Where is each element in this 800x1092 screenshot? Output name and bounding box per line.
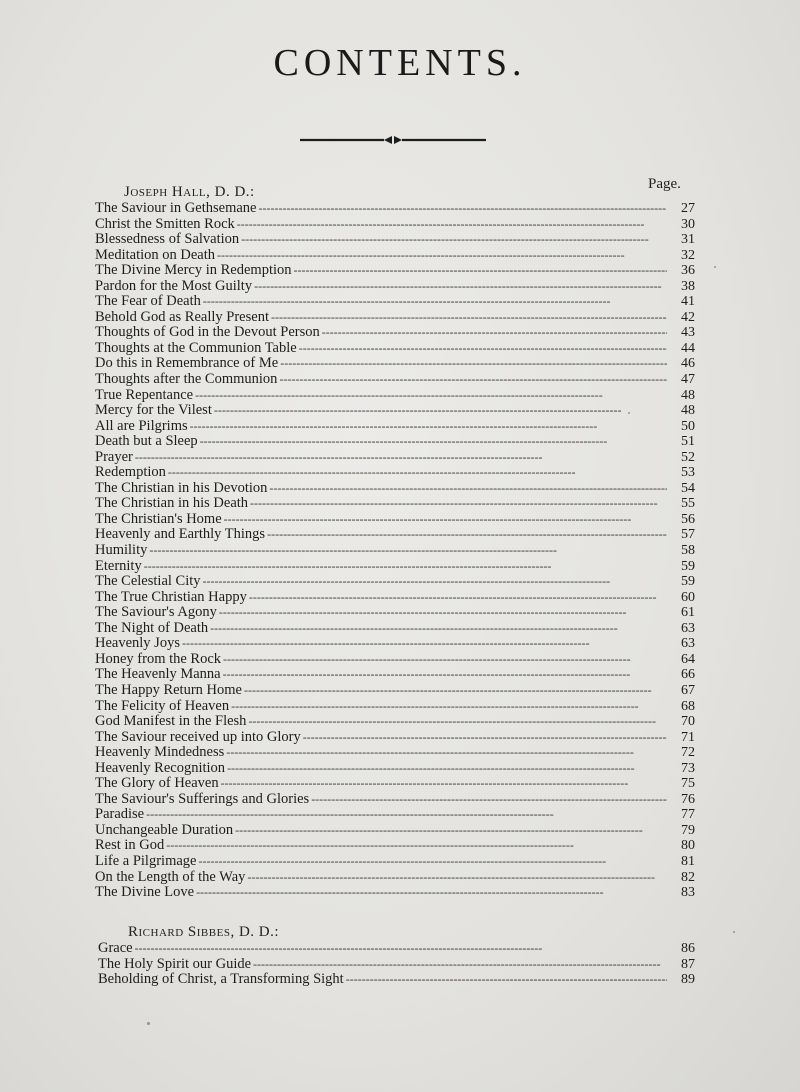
dot-leader bbox=[299, 341, 667, 357]
entry-title: Thoughts at the Communion Table bbox=[95, 339, 297, 356]
entry-page-number: 52 bbox=[681, 449, 695, 465]
dot-leader bbox=[279, 372, 667, 388]
dot-leader bbox=[196, 885, 667, 901]
dot-leader bbox=[269, 481, 667, 497]
dot-leader bbox=[190, 419, 667, 435]
entry-page-number: 43 bbox=[681, 325, 695, 341]
entry-title: The Happy Return Home bbox=[95, 681, 242, 698]
entry-page-number: 50 bbox=[681, 418, 695, 434]
entry-page-number: 80 bbox=[681, 838, 695, 854]
entry-title: Life a Pilgrimage bbox=[95, 852, 197, 869]
contents-entry bbox=[95, 403, 695, 419]
entry-title: The Divine Love bbox=[95, 884, 195, 901]
section-author: Richard Sibbes, D. D.: bbox=[128, 924, 280, 940]
entry-page-number: 79 bbox=[681, 822, 695, 838]
dot-leader bbox=[210, 621, 667, 637]
dot-leader bbox=[135, 450, 667, 466]
entry-title: The Saviour received up into Glory bbox=[95, 728, 301, 745]
entry-title: God Manifest in the Flesh bbox=[95, 713, 247, 730]
entry-title: Meditation on Death bbox=[95, 246, 216, 263]
entry-title: Unchangeable Duration bbox=[95, 821, 234, 838]
contents-entry bbox=[95, 636, 695, 652]
section-author: Joseph Hall, D. D.: bbox=[124, 184, 255, 200]
contents-entry bbox=[95, 621, 695, 637]
dot-leader bbox=[322, 325, 667, 341]
dot-leader bbox=[166, 838, 667, 854]
dot-leader bbox=[182, 636, 667, 652]
dot-leader bbox=[146, 807, 667, 823]
contents-entry bbox=[95, 434, 695, 450]
dot-leader bbox=[203, 294, 667, 310]
entry-page-number: 63 bbox=[681, 636, 695, 652]
contents-entry bbox=[95, 730, 695, 746]
entry-page-number: 59 bbox=[681, 558, 695, 574]
contents-entry bbox=[95, 356, 695, 372]
dot-leader bbox=[247, 870, 667, 886]
entry-page-number: 89 bbox=[681, 972, 695, 988]
entry-title: Do this in Remembrance of Me bbox=[95, 355, 279, 372]
dot-leader bbox=[311, 792, 667, 808]
entry-title: The Felicity of Heaven bbox=[95, 697, 230, 714]
entry-page-number: 44 bbox=[681, 340, 695, 356]
contents-entry bbox=[95, 605, 695, 621]
entry-list bbox=[95, 201, 695, 901]
entry-page-number: 38 bbox=[681, 278, 695, 294]
entry-title: Blessedness of Salvation bbox=[95, 231, 240, 248]
dot-leader bbox=[144, 559, 667, 575]
dot-leader bbox=[227, 761, 667, 777]
entry-title: Beholding of Christ, a Transforming Sight bbox=[98, 971, 344, 988]
entry-page-number: 47 bbox=[681, 372, 695, 388]
contents-entry bbox=[95, 232, 695, 248]
entry-title: Thoughts of God in the Devout Person bbox=[95, 324, 320, 341]
entry-title: Humility bbox=[95, 542, 148, 559]
contents-entry bbox=[95, 496, 695, 512]
dot-leader bbox=[221, 776, 667, 792]
dot-leader bbox=[168, 465, 667, 481]
entry-title: Heavenly Recognition bbox=[95, 759, 226, 776]
entry-page-number: 48 bbox=[681, 387, 695, 403]
entry-title: The Christian in his Devotion bbox=[95, 479, 268, 496]
entry-title: The Fear of Death bbox=[95, 293, 201, 310]
contents-entry bbox=[95, 590, 695, 606]
dot-leader bbox=[200, 434, 667, 450]
dot-leader bbox=[235, 823, 667, 839]
entry-page-number: 81 bbox=[681, 853, 695, 869]
entry-page-number: 68 bbox=[681, 698, 695, 714]
entry-page-number: 82 bbox=[681, 869, 695, 885]
entry-page-number: 57 bbox=[681, 527, 695, 543]
contents-entry bbox=[98, 972, 695, 988]
entry-title: Paradise bbox=[95, 806, 145, 823]
contents-entry bbox=[95, 263, 695, 279]
entry-title: Heavenly and Earthly Things bbox=[95, 526, 266, 543]
entry-title: The Saviour in Gethsemane bbox=[95, 200, 257, 216]
entry-page-number: 60 bbox=[681, 589, 695, 605]
entry-page-number: 30 bbox=[681, 216, 695, 232]
contents-entry bbox=[95, 761, 695, 777]
contents-entry bbox=[95, 792, 695, 808]
contents-entry bbox=[95, 310, 695, 326]
entry-page-number: 70 bbox=[681, 714, 695, 730]
entry-title: True Repentance bbox=[95, 386, 194, 403]
page-column-label: Page. bbox=[648, 176, 681, 192]
entry-title: Honey from the Rock bbox=[95, 650, 222, 667]
contents-entry bbox=[95, 248, 695, 264]
contents-entry bbox=[95, 854, 695, 870]
dot-leader bbox=[219, 605, 667, 621]
dot-leader bbox=[258, 201, 667, 217]
entry-page-number: 63 bbox=[681, 620, 695, 636]
entry-title: Pardon for the Most Guilty bbox=[95, 277, 253, 294]
dot-leader bbox=[267, 527, 667, 543]
entry-page-number: 56 bbox=[681, 511, 695, 527]
contents-entry bbox=[95, 527, 695, 543]
contents-entry bbox=[95, 543, 695, 559]
entry-title: The Night of Death bbox=[95, 619, 209, 636]
dot-leader bbox=[248, 714, 667, 730]
dot-leader bbox=[203, 574, 667, 590]
dot-leader bbox=[135, 941, 667, 957]
contents-entry bbox=[95, 870, 695, 886]
dot-leader bbox=[149, 543, 667, 559]
contents-entry bbox=[95, 823, 695, 839]
dot-leader bbox=[226, 745, 667, 761]
entry-title: Thoughts after the Communion bbox=[95, 371, 278, 388]
entry-page-number: 77 bbox=[681, 807, 695, 823]
contents-entry bbox=[95, 745, 695, 761]
dot-leader bbox=[303, 730, 667, 746]
entry-page-number: 61 bbox=[681, 605, 695, 621]
contents-entry bbox=[95, 201, 695, 217]
entry-page-number: 48 bbox=[681, 403, 695, 419]
paper-speck bbox=[733, 931, 735, 933]
entry-page-number: 83 bbox=[681, 885, 695, 901]
dot-leader bbox=[250, 496, 667, 512]
entry-title: Mercy for the Vilest bbox=[95, 402, 212, 419]
entry-title: The Christian's Home bbox=[95, 510, 222, 527]
entry-title: The Celestial City bbox=[95, 573, 201, 590]
entry-page-number: 66 bbox=[681, 667, 695, 683]
contents-entry bbox=[95, 776, 695, 792]
entry-page-number: 71 bbox=[681, 729, 695, 745]
entry-title: Heavenly Joys bbox=[95, 635, 180, 652]
entry-title: The Heavenly Manna bbox=[95, 666, 221, 683]
entry-title: Eternity bbox=[95, 557, 142, 574]
contents-entry bbox=[95, 667, 695, 683]
contents-entry bbox=[95, 574, 695, 590]
dot-leader bbox=[254, 279, 667, 295]
entry-page-number: 59 bbox=[681, 574, 695, 590]
entry-title: Prayer bbox=[95, 448, 133, 465]
entry-page-number: 31 bbox=[681, 232, 695, 248]
entry-page-number: 53 bbox=[681, 465, 695, 481]
entry-page-number: 51 bbox=[681, 434, 695, 450]
dot-leader bbox=[271, 310, 667, 326]
dot-leader bbox=[223, 667, 667, 683]
contents-entry bbox=[95, 699, 695, 715]
entry-page-number: 75 bbox=[681, 776, 695, 792]
entry-title: Christ the Smitten Rock bbox=[95, 215, 235, 232]
dot-leader bbox=[280, 356, 667, 372]
entry-page-number: 76 bbox=[681, 791, 695, 807]
dot-leader bbox=[237, 217, 667, 233]
contents-entry bbox=[98, 957, 695, 973]
entry-list bbox=[98, 941, 695, 988]
entry-title: On the Length of the Way bbox=[95, 868, 246, 885]
paper-speck bbox=[628, 412, 630, 414]
contents-entry bbox=[95, 807, 695, 823]
entry-title: The Glory of Heaven bbox=[95, 775, 219, 792]
entry-page-number: 42 bbox=[681, 309, 695, 325]
entry-page-number: 87 bbox=[681, 956, 695, 972]
contents-entry bbox=[95, 279, 695, 295]
entry-page-number: 27 bbox=[681, 201, 695, 216]
ornamental-rule bbox=[298, 130, 488, 150]
dot-leader bbox=[198, 854, 667, 870]
contents-entry bbox=[95, 652, 695, 668]
entry-title: Grace bbox=[98, 940, 133, 956]
entry-page-number: 64 bbox=[681, 651, 695, 667]
entry-page-number: 46 bbox=[681, 356, 695, 372]
entry-page-number: 41 bbox=[681, 294, 695, 310]
contents-entry bbox=[95, 419, 695, 435]
contents-entry bbox=[95, 325, 695, 341]
dot-leader bbox=[214, 403, 667, 419]
entry-title: The True Christian Happy bbox=[95, 588, 247, 605]
entry-page-number: 67 bbox=[681, 682, 695, 698]
page-title: CONTENTS. bbox=[273, 42, 527, 84]
contents-entry bbox=[98, 941, 695, 957]
entry-page-number: 54 bbox=[681, 480, 695, 496]
entry-title: The Christian in his Death bbox=[95, 495, 249, 512]
dot-leader bbox=[249, 590, 667, 606]
entry-title: The Holy Spirit our Guide bbox=[98, 955, 252, 972]
contents-entry bbox=[95, 341, 695, 357]
dot-leader bbox=[241, 232, 667, 248]
contents-entry bbox=[95, 217, 695, 233]
contents-entry bbox=[95, 372, 695, 388]
entry-title: Redemption bbox=[95, 464, 166, 481]
paper-speck bbox=[147, 1022, 150, 1025]
contents-entry bbox=[95, 683, 695, 699]
dot-leader bbox=[231, 699, 667, 715]
contents-entry bbox=[95, 388, 695, 404]
entry-page-number: 72 bbox=[681, 745, 695, 761]
contents-entry bbox=[95, 512, 695, 528]
contents-entry bbox=[95, 294, 695, 310]
contents-entry bbox=[95, 838, 695, 854]
contents-entry bbox=[95, 465, 695, 481]
entry-title: The Saviour's Sufferings and Glories bbox=[95, 790, 310, 807]
dot-leader bbox=[294, 263, 667, 279]
entry-page-number: 86 bbox=[681, 941, 695, 956]
dot-leader bbox=[224, 512, 667, 528]
dot-leader bbox=[195, 388, 667, 404]
entry-title: The Divine Mercy in Redemption bbox=[95, 262, 292, 279]
entry-page-number: 58 bbox=[681, 543, 695, 559]
entry-page-number: 36 bbox=[681, 263, 695, 279]
entry-title: Rest in God bbox=[95, 837, 165, 854]
entry-title: Heavenly Mindedness bbox=[95, 744, 225, 761]
entry-title: All are Pilgrims bbox=[95, 417, 188, 434]
dot-leader bbox=[223, 652, 667, 668]
contents-entry bbox=[95, 559, 695, 575]
entry-title: The Saviour's Agony bbox=[95, 604, 217, 621]
contents-entry bbox=[95, 481, 695, 497]
contents-entry bbox=[95, 885, 695, 901]
paper-speck bbox=[714, 266, 716, 268]
entry-title: Death but a Sleep bbox=[95, 433, 198, 450]
entry-page-number: 32 bbox=[681, 247, 695, 263]
entry-page-number: 55 bbox=[681, 496, 695, 512]
entry-page-number: 73 bbox=[681, 760, 695, 776]
dot-leader bbox=[217, 248, 667, 264]
contents-entry bbox=[95, 714, 695, 730]
dot-leader bbox=[253, 957, 667, 973]
dot-leader bbox=[244, 683, 667, 699]
entry-title: Behold God as Really Present bbox=[95, 308, 269, 325]
dot-leader bbox=[346, 972, 667, 988]
contents-entry bbox=[95, 450, 695, 466]
